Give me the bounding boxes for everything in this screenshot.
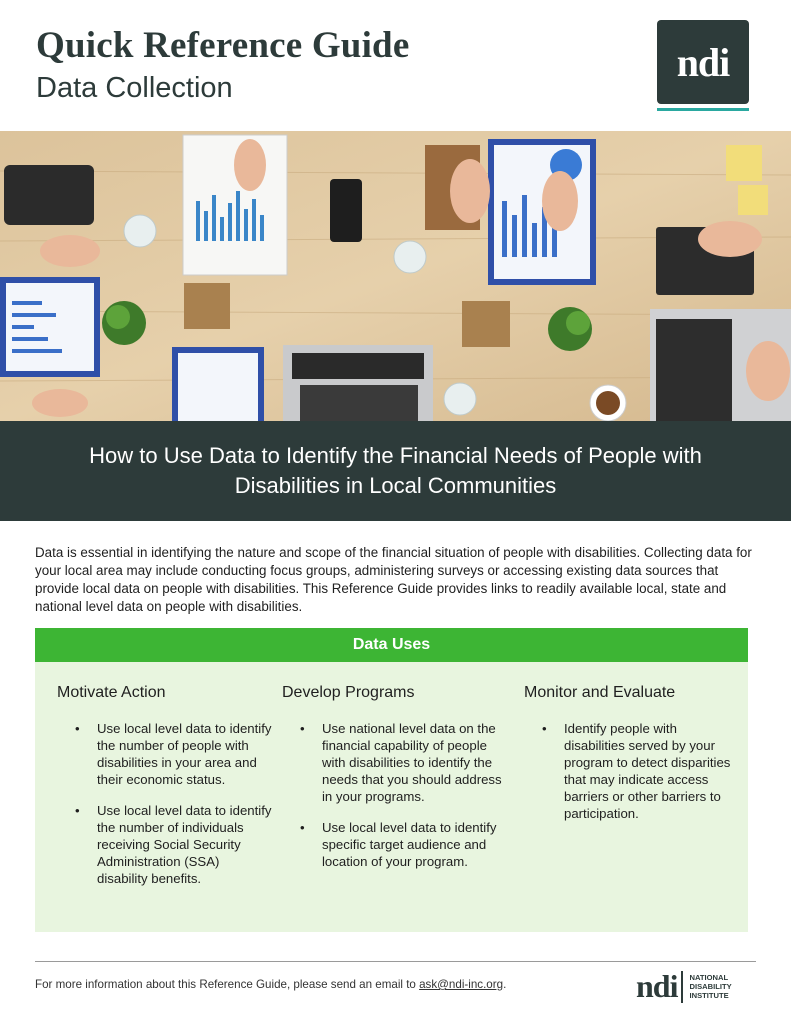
column-develop-programs — [282, 662, 512, 884]
list-item: • Use local level data to identify specific target audience and location of your program. — [300, 820, 497, 869]
footer-org-name: NATIONAL DISABILITY INSTITUTE — [689, 973, 732, 1000]
list-item: • Use local level data to identify the number of people with disabilities in your area and their economic status. — [75, 721, 272, 787]
data-uses-header: Data Uses — [35, 628, 748, 662]
page-subtitle: Data Collection — [36, 72, 233, 104]
list-item: • Use national level data on the financial capability of people with disabilities to identify the needs that you should address in your programs. — [300, 721, 502, 804]
page-title: Quick Reference Guide — [36, 25, 410, 66]
column-title: Develop Programs — [282, 684, 415, 701]
logo-divider — [681, 971, 683, 1003]
column-title: Monitor and Evaluate — [524, 684, 676, 701]
intro-paragraph: Data is essential in identifying the nature and scope of the financial situation of people with disabilities. Collecting data for your local area may include conducting focus groups, administering surveys or accessing existing data sources that provide local data on people with disabilities. This Reference Guide provides links to readily available local, state and national level data on people with disabilities. — [35, 545, 752, 614]
bullet-icon: • — [75, 803, 80, 818]
footer-divider — [35, 961, 756, 962]
hero-illustration — [0, 131, 791, 421]
headline-banner — [0, 421, 791, 521]
hero-photo — [0, 131, 791, 421]
email-link[interactable]: ask@ndi-inc.org — [419, 978, 504, 991]
bullet-icon: • — [300, 820, 305, 835]
list-item: • Use local level data to identify the number of individuals receiving Social Security Administration (SSA) disability benefits. — [75, 803, 272, 886]
ndi-logo: ndi — [657, 20, 749, 104]
column-motivate-action — [57, 662, 272, 901]
column-monitor-evaluate — [524, 662, 734, 836]
list-item: • Identify people with disabilities served by your program to detect disparities that may indicate access barriers or other barriers to participation. — [542, 721, 731, 821]
footer-contact: For more information about this Reference Guide, please send an email to ask@ndi-inc.org. — [35, 978, 507, 991]
footer-logo — [636, 968, 732, 1005]
bullet-list — [57, 720, 272, 887]
bullet-icon: • — [75, 721, 80, 736]
logo-accent-bar — [657, 108, 749, 111]
footer-logo-mark: ndi — [636, 968, 678, 1004]
data-uses-panel — [35, 662, 748, 932]
bullet-icon: • — [542, 721, 547, 736]
column-title: Motivate Action — [57, 684, 166, 701]
bullet-list — [524, 720, 734, 822]
banner-heading: How to Use Data to Identify the Financial Needs of People with Disabilities in Local Communities — [89, 443, 702, 498]
bullet-list — [282, 720, 512, 870]
bullet-icon: • — [300, 721, 305, 736]
